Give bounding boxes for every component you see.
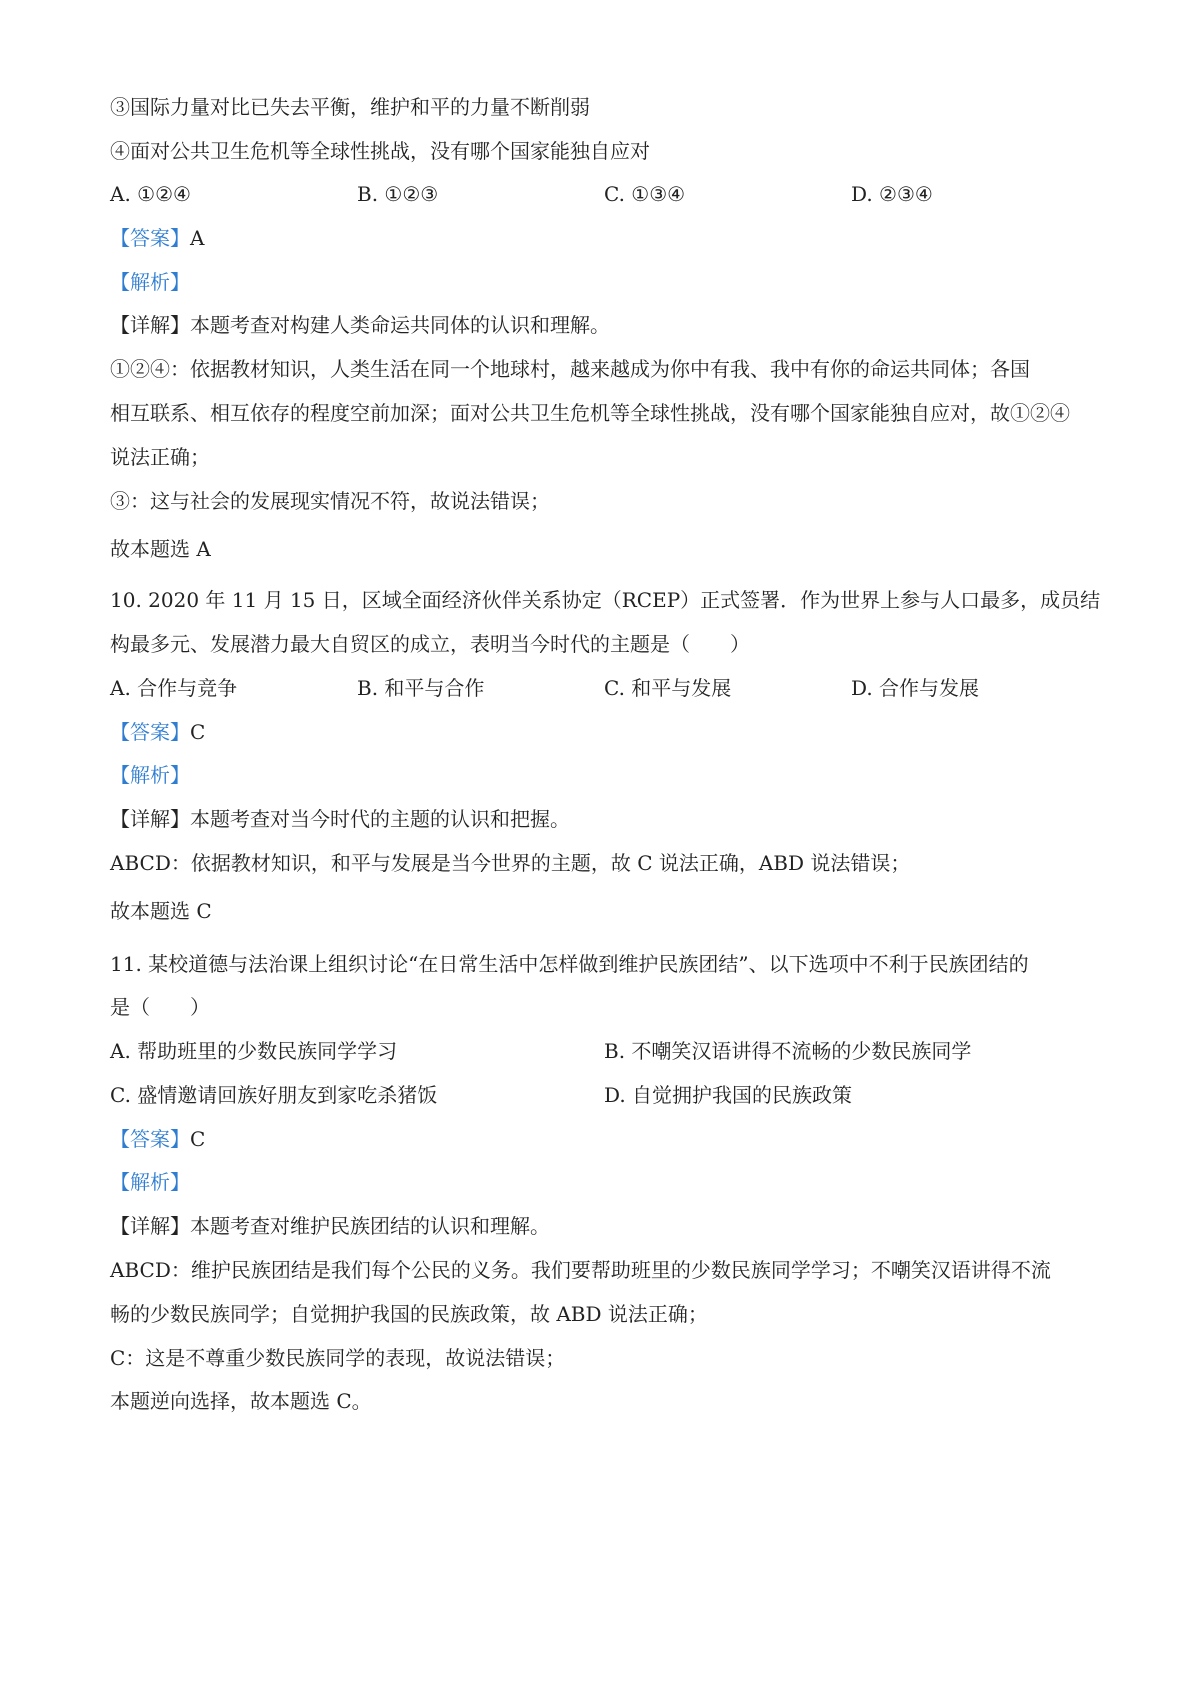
q11-stem-line-2: 是（ ） [110,995,210,1019]
q9-conclusion: 故本题选 A [110,537,211,561]
q10-explanation: ABCD：依据教材知识，和平与发展是当今世界的主题，故 C 说法正确，ABD 说法错误； [110,851,911,875]
answer-value: C [190,720,206,744]
answer-label: 【答案】 [110,720,190,744]
q10-option-c: C. 和平与发展 [604,676,732,700]
q9-explanation-line-1: ①②④：依据教材知识，人类生活在同一个地球村，越来越成为你中有我、我中有你的命运共同体；各国 [110,357,1030,381]
answer-value: A [190,226,205,250]
q11-stem-line-1: 11. 某校道德与法治课上组织讨论“在日常生活中怎样做到维护民族团结”、以下选项中不利于民族团结的 [110,952,1029,976]
q10-answer [110,718,1100,746]
q11-option-c: C. 盛情邀请回族好朋友到家吃杀猪饭 [110,1083,438,1107]
q11-option-d: D. 自觉拥护我国的民族政策 [604,1083,853,1107]
q9-explanation-line-2: 相互联系、相互依存的程度空前加深；面对公共卫生危机等全球性挑战，没有哪个国家能独自应对，故①②④ [110,401,1070,425]
q11-conclusion: 本题逆向选择，故本题选 C。 [110,1389,372,1413]
q9-option-c: C. ①③④ [604,182,686,206]
answer-label: 【答案】 [110,1127,190,1151]
q9-answer [110,224,1100,252]
q9-statement-3: ③国际力量对比已失去平衡，维护和平的力量不断削弱 [110,95,590,119]
q9-option-d: D. ②③④ [851,182,933,206]
q10-option-b: B. 和平与合作 [357,676,485,700]
q11-option-a: A. 帮助班里的少数民族同学学习 [110,1039,398,1063]
q9-detail: 【详解】本题考查对构建人类命运共同体的认识和理解。 [110,313,610,337]
q9-analysis-label: 【解析】 [110,270,190,294]
q11-option-b: B. 不嘲笑汉语讲得不流畅的少数民族同学 [604,1039,972,1063]
q9-statement-4: ④面对公共卫生危机等全球性挑战，没有哪个国家能独自应对 [110,139,650,163]
q10-detail: 【详解】本题考查对当今时代的主题的认识和把握。 [110,807,570,831]
q11-analysis-label: 【解析】 [110,1170,190,1194]
q10-analysis-label: 【解析】 [110,763,190,787]
q10-conclusion: 故本题选 C [110,899,212,923]
q10-option-a: A. 合作与竞争 [110,676,238,700]
q11-detail: 【详解】本题考查对维护民族团结的认识和理解。 [110,1214,550,1238]
q10-stem-line-2: 构最多元、发展潜力最大自贸区的成立，表明当今时代的主题是（ ） [110,632,750,656]
q11-explanation-line-1: ABCD：维护民族团结是我们每个公民的义务。我们要帮助班里的少数民族同学学习；不嘲笑汉语讲得不流 [110,1258,1051,1282]
q9-explanation-2: ③：这与社会的发展现实情况不符，故说法错误； [110,489,550,513]
q11-answer [110,1125,1100,1153]
q9-option-b: B. ①②③ [357,182,439,206]
answer-label: 【答案】 [110,226,190,250]
q9-explanation-line-3: 说法正确； [110,445,210,469]
q10-stem-line-1: 10. 2020 年 11 月 15 日，区域全面经济伙伴关系协定（RCEP）正式签署．作为世界上参与人口最多，成员结 [110,588,1101,612]
q9-option-a: A. ①②④ [110,182,191,206]
q10-option-d: D. 合作与发展 [851,676,980,700]
answer-value: C [190,1127,206,1151]
q11-explanation-2: C：这是不尊重少数民族同学的表现，故说法错误； [110,1346,566,1370]
q11-explanation-line-2: 畅的少数民族同学；自觉拥护我国的民族政策，故 ABD 说法正确； [110,1302,708,1326]
